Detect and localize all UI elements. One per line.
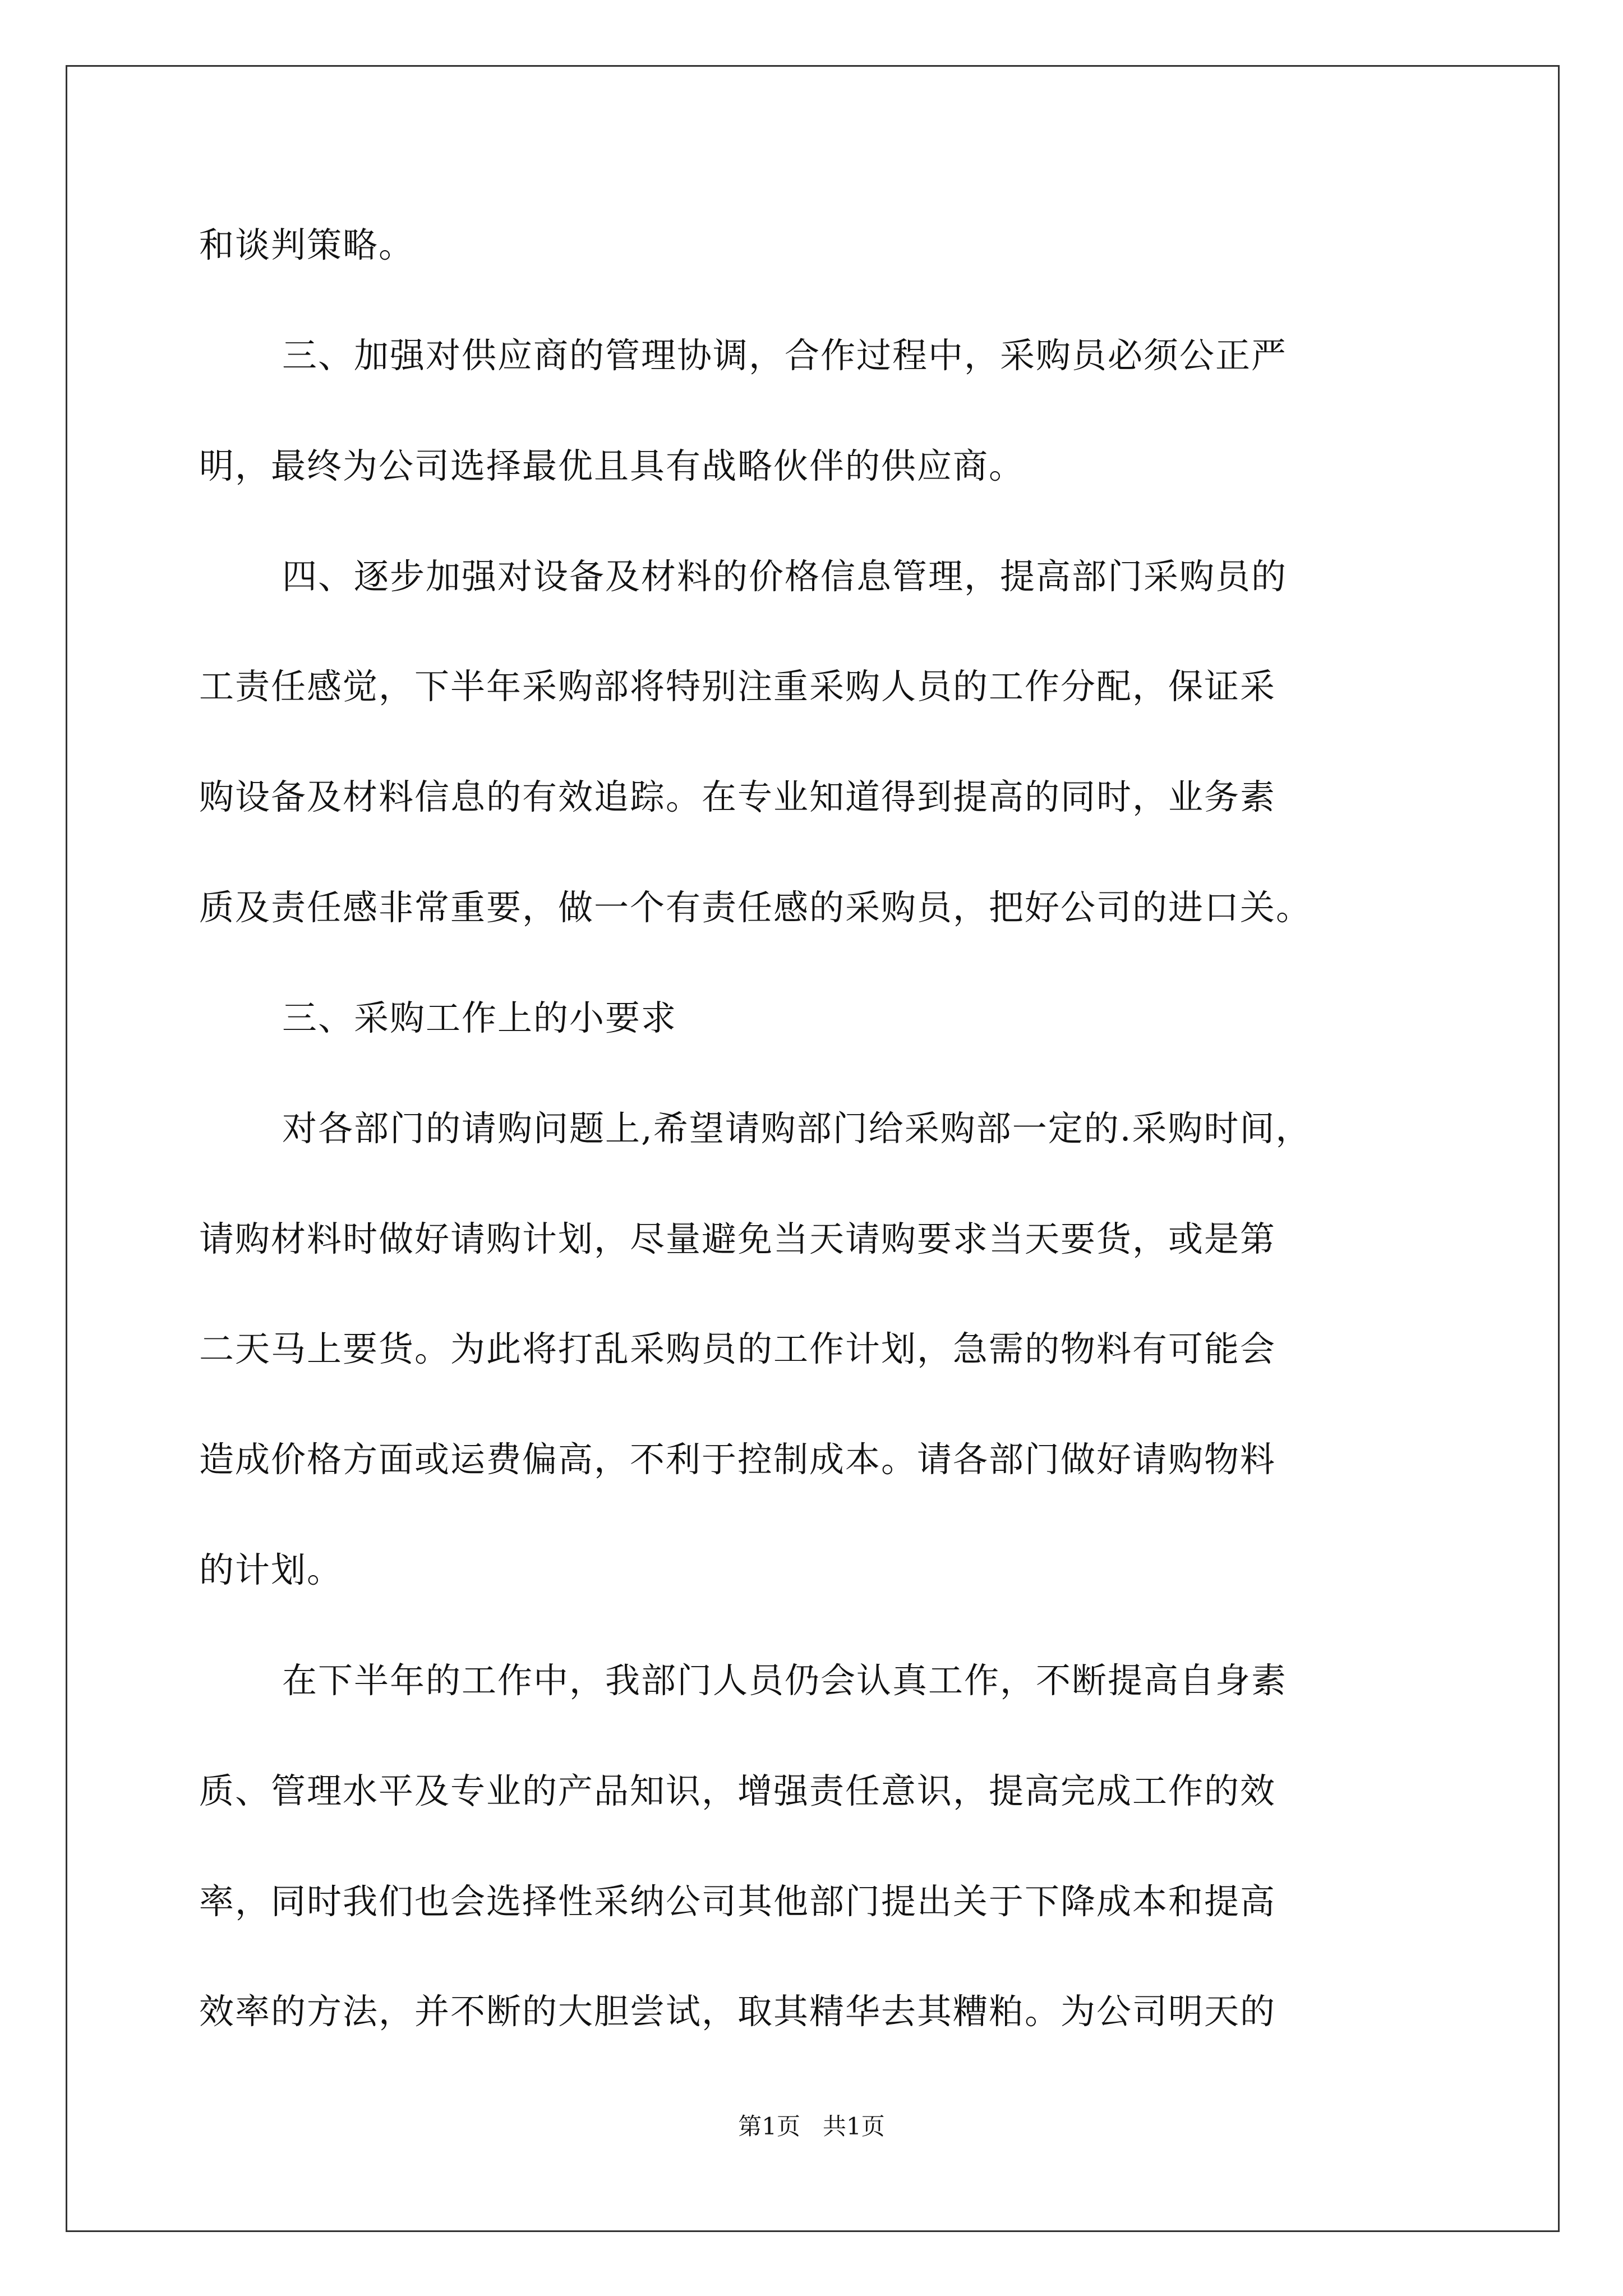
- body-line-14: 在下半年的工作中，我部门人员仍会认真工作，不断提高自身素: [282, 1660, 1288, 1701]
- body-line-11: 二天马上要货。为此将打乱采购员的工作计划，急需的物料有可能会: [199, 1328, 1276, 1369]
- page-number-footer: 第1页 共1页: [738, 2113, 885, 2140]
- body-line-16: 率，同时我们也会选择性采纳公司其他部门提出关于下降成本和提高: [199, 1881, 1276, 1922]
- body-line-13: 的计划。: [199, 1549, 343, 1590]
- body-line-9: 对各部门的请购问题上,希望请购部门给采购部一定的.采购时间，: [282, 1108, 1312, 1149]
- body-line-7: 质及责任感非常重要，做一个有责任感的采购员，把好公司的进口关。: [199, 887, 1312, 928]
- body-line-1: 和谈判策略。: [199, 224, 415, 265]
- body-line-17: 效率的方法，并不断的大胆尝试，取其精华去其糟粕。为公司明天的: [199, 1991, 1276, 2032]
- body-line-12: 造成价格方面或运费偏高，不利于控制成本。请各部门做好请购物料: [199, 1439, 1276, 1480]
- body-line-10: 请购材料时做好请购计划，尽量避免当天请购要求当天要货，或是第: [199, 1218, 1276, 1259]
- body-line-2: 三、加强对供应商的管理协调，合作过程中，采购员必须公正严: [282, 335, 1288, 376]
- body-line-6: 购设备及材料信息的有效追踪。在专业知道得到提高的同时，业务素: [199, 776, 1276, 817]
- section-heading: 三、采购工作上的小要求: [282, 997, 677, 1038]
- body-line-4: 四、逐步加强对设备及材料的价格信息管理，提高部门采购员的: [282, 556, 1288, 597]
- body-line-15: 质、管理水平及专业的产品知识，增强责任意识，提高完成工作的效: [199, 1770, 1276, 1811]
- body-line-5: 工责任感觉，下半年采购部将特别注重采购人员的工作分配，保证采: [199, 666, 1276, 707]
- body-line-3: 明，最终为公司选择最优且具有战略伙伴的供应商。: [199, 445, 1025, 486]
